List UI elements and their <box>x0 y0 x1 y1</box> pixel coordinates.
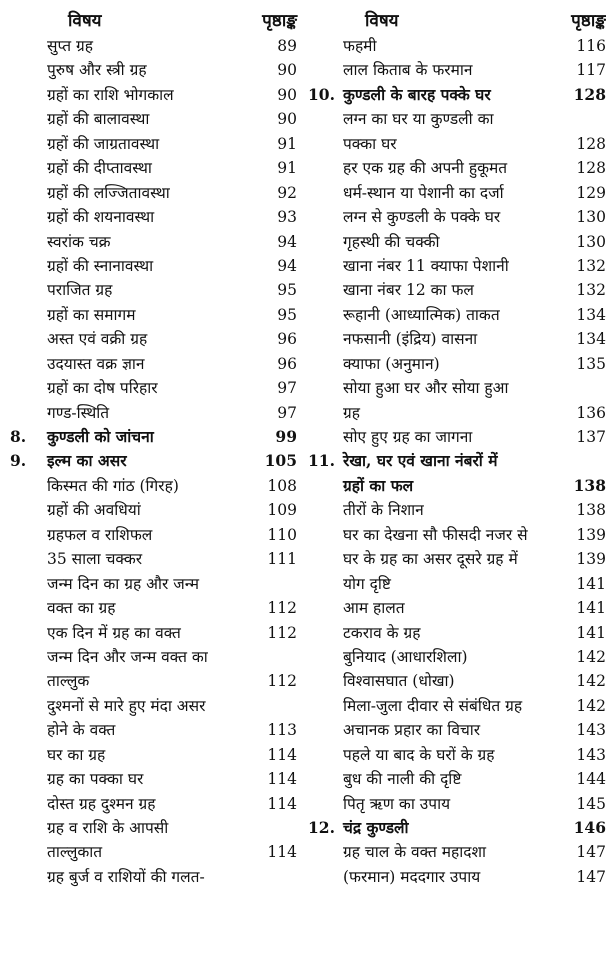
page-number: 94 <box>277 256 297 275</box>
toc-entry <box>0 278 300 302</box>
page-number: 95 <box>277 305 297 324</box>
entry-title: इल्म का असर <box>47 451 127 471</box>
entry-title: ग्रहों की अवधियां <box>47 501 141 520</box>
page-number: 132 <box>576 256 606 275</box>
toc-entry <box>0 254 300 278</box>
entry-title: लग्न से कुण्डली के पक्के घर <box>343 208 501 227</box>
toc-entry <box>303 645 606 669</box>
toc-entry <box>0 743 300 767</box>
page-number: 146 <box>573 818 606 837</box>
entry-title: जन्म दिन और जन्म वक्त का <box>47 647 208 666</box>
toc-entry <box>0 230 300 254</box>
toc-entry <box>303 572 606 596</box>
subject-heading: विषय <box>68 11 102 31</box>
entry-title: ग्रहों की लज्जितावस्था <box>47 183 170 202</box>
entry-title: हर एक ग्रह की अपनी हुकूमत <box>343 159 508 178</box>
entry-title: बुनियाद (आधारशिला) <box>343 647 468 666</box>
toc-list-left <box>0 34 300 889</box>
toc-entry <box>0 474 300 498</box>
page-number: 145 <box>576 794 606 813</box>
entry-title: लग्न का घर या कुण्डली का <box>343 110 494 129</box>
entry-title: पुरुष और स्त्री ग्रह <box>47 61 147 80</box>
entry-title: नफसानी (इंद्रिय) वासना <box>343 330 478 349</box>
page-number: 136 <box>576 403 606 422</box>
entry-title: पराजित ग्रह <box>47 281 113 300</box>
toc-entry <box>0 718 300 742</box>
toc-entry <box>0 498 300 522</box>
toc-entry <box>303 498 606 522</box>
toc-entry <box>303 132 606 156</box>
entry-title: ग्रहों की बालावस्था <box>47 110 150 129</box>
toc-entry <box>303 669 606 693</box>
entry-title: क्याफा (अनुमान) <box>343 354 440 373</box>
entry-title: अचानक प्रहार का विचार <box>343 721 481 740</box>
entry-title: फहमी <box>343 37 377 55</box>
entry-title: ग्रहों का समागम <box>47 305 136 324</box>
section-number: 12. <box>308 818 335 837</box>
page-number: 117 <box>576 61 606 80</box>
toc-entry <box>303 83 606 107</box>
section-number: 11. <box>308 451 335 471</box>
page-number: 92 <box>277 183 297 202</box>
page-number: 129 <box>576 183 606 202</box>
page-number: 139 <box>576 550 606 569</box>
entry-title: कुण्डली को जांचना <box>47 427 154 446</box>
toc-list-right <box>303 34 606 889</box>
section-number: 8. <box>10 427 27 446</box>
page-number: 91 <box>277 159 297 178</box>
entry-title: अस्त एवं वक्री ग्रह <box>47 330 148 349</box>
page-number: 142 <box>576 672 606 691</box>
page-number: 97 <box>277 379 297 398</box>
toc-entry <box>0 156 300 180</box>
toc-entry <box>0 792 300 816</box>
toc-entry <box>303 230 606 254</box>
entry-title: खाना नंबर 11 क्याफा पेशानी <box>343 256 509 275</box>
entry-title: घर का देखना सौ फीसदी नजर से <box>343 525 528 544</box>
toc-entry <box>303 401 606 425</box>
toc-entry <box>0 572 300 596</box>
page-number: 141 <box>576 574 606 593</box>
toc-entry <box>0 669 300 693</box>
page-number: 97 <box>277 403 297 422</box>
entry-title: आम हालत <box>343 599 405 618</box>
toc-entry <box>0 645 300 669</box>
entry-title: योग दृष्टि <box>343 574 391 593</box>
page-number: 114 <box>267 770 297 789</box>
entry-title: घर का ग्रह <box>47 745 106 764</box>
page-number: 114 <box>267 745 297 764</box>
page-number: 147 <box>576 867 606 886</box>
toc-entry <box>303 449 600 473</box>
page-number: 128 <box>576 134 606 153</box>
page-number: 110 <box>267 525 297 544</box>
page-number: 96 <box>277 330 297 349</box>
page-number: 130 <box>576 232 606 251</box>
entry-title: तीरों के निशान <box>343 501 424 520</box>
entry-title: ग्रहों की शयनावस्था <box>47 208 155 227</box>
entry-title: 35 साला चक्कर <box>47 550 143 569</box>
toc-entry <box>0 352 300 376</box>
page-number: 109 <box>267 501 297 520</box>
entry-title: ग्रहों का राशि भोगकाल <box>47 85 174 104</box>
entry-title: कुण्डली के बारह पक्के घर <box>343 84 491 104</box>
page-number: 111 <box>267 550 297 569</box>
entry-title: ग्रह का पक्का घर <box>47 770 144 789</box>
entry-title: पितृ ऋण का उपाय <box>343 794 451 813</box>
entry-title: खाना नंबर 12 का फल <box>343 281 474 300</box>
entry-title: ग्रह बुर्ज व राशियों की गलत- <box>47 867 205 886</box>
toc-entry <box>303 205 606 229</box>
toc-entry <box>0 401 300 425</box>
toc-entry <box>0 816 300 840</box>
toc-entry <box>303 523 606 547</box>
page-number: 144 <box>576 770 606 789</box>
page-number: 147 <box>576 843 606 862</box>
page-heading: पृष्ठाङ्क <box>262 11 297 31</box>
page-number: 143 <box>576 721 606 740</box>
toc-column-left <box>0 6 300 889</box>
entry-title: ग्रहफल व राशिफल <box>47 525 153 544</box>
page-number: 113 <box>267 721 297 740</box>
toc-entry <box>0 83 300 107</box>
toc-entry <box>0 547 300 571</box>
page-number: 112 <box>267 672 297 691</box>
toc-entry <box>0 205 300 229</box>
page-number: 128 <box>573 84 606 104</box>
entry-title: ग्रहों का दोष परिहार <box>47 379 158 398</box>
page-number: 114 <box>267 843 297 862</box>
entry-title: पक्का घर <box>343 134 397 153</box>
entry-title: ग्रह व राशि के आपसी <box>47 819 169 837</box>
entry-title: मिला-जुला दीवार से संबंधित ग्रह <box>343 696 523 715</box>
entry-title: ताल्लुक <box>47 672 90 691</box>
toc-entry <box>303 596 606 620</box>
column-header <box>303 6 606 34</box>
toc-entry <box>303 303 606 327</box>
toc-entry <box>0 425 300 449</box>
toc-entry <box>303 156 606 180</box>
page-number: 142 <box>576 647 606 666</box>
toc-entry <box>303 547 606 571</box>
toc-entry <box>303 254 606 278</box>
page-number: 141 <box>576 623 606 642</box>
toc-entry <box>303 181 606 205</box>
toc-entry <box>0 596 300 620</box>
toc-entry <box>0 303 300 327</box>
page-number: 114 <box>267 794 297 813</box>
entry-title: उदयास्त वक्र ज्ञान <box>47 354 145 373</box>
page-number: 134 <box>576 305 606 324</box>
toc-entry <box>0 865 300 889</box>
entry-title: सोया हुआ घर और सोया हुआ <box>343 379 509 398</box>
entry-title: ग्रहों की जाग्रतावस्था <box>47 134 160 153</box>
toc-entry <box>303 743 606 767</box>
page-number: 112 <box>267 623 297 642</box>
toc-entry <box>303 840 606 864</box>
page-number: 90 <box>277 85 297 104</box>
page-number: 93 <box>277 208 297 227</box>
entry-title: घर के ग्रह का असर दूसरे ग्रह में <box>343 550 518 569</box>
toc-entry <box>303 767 606 791</box>
page-number: 128 <box>576 159 606 178</box>
page-number: 96 <box>277 354 297 373</box>
toc-entry <box>0 694 300 718</box>
toc-entry <box>0 181 300 205</box>
entry-title: सोए हुए ग्रह का जागना <box>343 428 473 446</box>
toc-entry <box>0 34 300 58</box>
page-number: 91 <box>277 134 297 153</box>
toc-entry <box>303 58 606 82</box>
page-number: 138 <box>573 475 606 495</box>
page-number: 132 <box>576 281 606 300</box>
page-number: 95 <box>277 281 297 300</box>
toc-entry <box>303 621 606 645</box>
page-number: 90 <box>277 61 297 80</box>
page-number: 141 <box>576 599 606 618</box>
toc-entry <box>0 327 300 351</box>
page-number: 105 <box>264 451 297 471</box>
toc-entry <box>303 278 606 302</box>
entry-title: किस्मत की गांठ (गिरह) <box>47 476 179 495</box>
entry-title: ग्रह <box>343 403 360 422</box>
entry-title: दुश्मनों से मारे हुए मंदा असर <box>47 696 206 715</box>
entry-title: रूहानी (आध्यात्मिक) ताकत <box>343 305 500 324</box>
entry-title: विश्वासघात (धोखा) <box>343 672 455 691</box>
entry-title: जन्म दिन का ग्रह और जन्म <box>47 574 199 593</box>
entry-title: ग्रह चाल के वक्त महादशा <box>343 843 487 862</box>
entry-title: चंद्र कुण्डली <box>343 818 409 837</box>
entry-title: एक दिन में ग्रह का वक्त <box>47 623 181 642</box>
column-header <box>0 6 300 34</box>
entry-title: सुप्त ग्रह <box>47 37 93 55</box>
entry-title: लाल किताब के फरमान <box>343 61 473 80</box>
page-number: 116 <box>576 37 606 55</box>
entry-title: पहले या बाद के घरों के ग्रह <box>343 745 495 764</box>
toc-entry <box>0 840 300 864</box>
entry-title: (फरमान) मददगार उपाय <box>343 867 481 886</box>
entry-title: ग्रहों की दीप्तावस्था <box>47 159 152 178</box>
toc-entry <box>0 376 300 400</box>
page-number: 112 <box>267 599 297 618</box>
page-number: 94 <box>277 232 297 251</box>
toc-entry <box>303 865 606 889</box>
toc-entry <box>303 694 606 718</box>
entry-title: होने के वक्त <box>47 721 116 740</box>
page-number: 138 <box>576 501 606 520</box>
entry-title: वक्त का ग्रह <box>47 599 116 618</box>
entry-title: रेखा, घर एवं खाना नंबरों में <box>343 451 498 471</box>
page-number: 134 <box>576 330 606 349</box>
toc-entry <box>0 767 300 791</box>
toc-entry <box>0 107 300 131</box>
toc-column-right <box>303 6 606 889</box>
subject-heading: विषय <box>365 11 399 31</box>
toc-entry <box>303 352 606 376</box>
toc-entry <box>303 718 606 742</box>
toc-entry <box>0 621 300 645</box>
entry-title: बुध की नाली की दृष्टि <box>343 770 462 789</box>
page-number: 108 <box>267 476 297 495</box>
entry-title: ग्रहों की स्नानावस्था <box>47 256 154 275</box>
entry-title: दोस्त ग्रह दुश्मन ग्रह <box>47 794 156 813</box>
entry-title: ताल्लुकात <box>47 843 103 862</box>
page-number: 137 <box>576 428 606 446</box>
toc-entry <box>303 34 606 58</box>
entry-title: गृहस्थी की चक्की <box>343 232 440 251</box>
page-number: 142 <box>576 696 606 715</box>
entry-title: ग्रहों का फल <box>343 475 414 495</box>
entry-title: धर्म-स्थान या पेशानी का दर्जा <box>343 183 504 202</box>
section-number: 10. <box>308 84 335 104</box>
toc-entry <box>303 474 606 498</box>
toc-entry <box>0 132 300 156</box>
page-number: 143 <box>576 745 606 764</box>
toc-entry <box>303 327 606 351</box>
toc-entry <box>0 58 300 82</box>
page-number: 130 <box>576 208 606 227</box>
entry-title: गण्ड-स्थिति <box>47 403 110 422</box>
toc-entry <box>0 449 300 473</box>
toc-entry <box>303 376 600 400</box>
entry-title: टकराव के ग्रह <box>343 623 421 642</box>
section-number: 9. <box>10 451 27 471</box>
toc-entry <box>0 523 300 547</box>
page-number: 99 <box>275 427 297 446</box>
page-heading: पृष्ठाङ्क <box>571 11 606 31</box>
toc-entry <box>303 792 606 816</box>
page-number: 89 <box>277 37 297 55</box>
page-number: 135 <box>576 354 606 373</box>
page-number: 139 <box>576 525 606 544</box>
toc-entry <box>303 816 606 840</box>
toc-entry <box>303 425 606 449</box>
toc-entry <box>303 107 600 131</box>
entry-title: स्वरांक चक्र <box>47 232 111 251</box>
page-number: 90 <box>277 110 297 129</box>
